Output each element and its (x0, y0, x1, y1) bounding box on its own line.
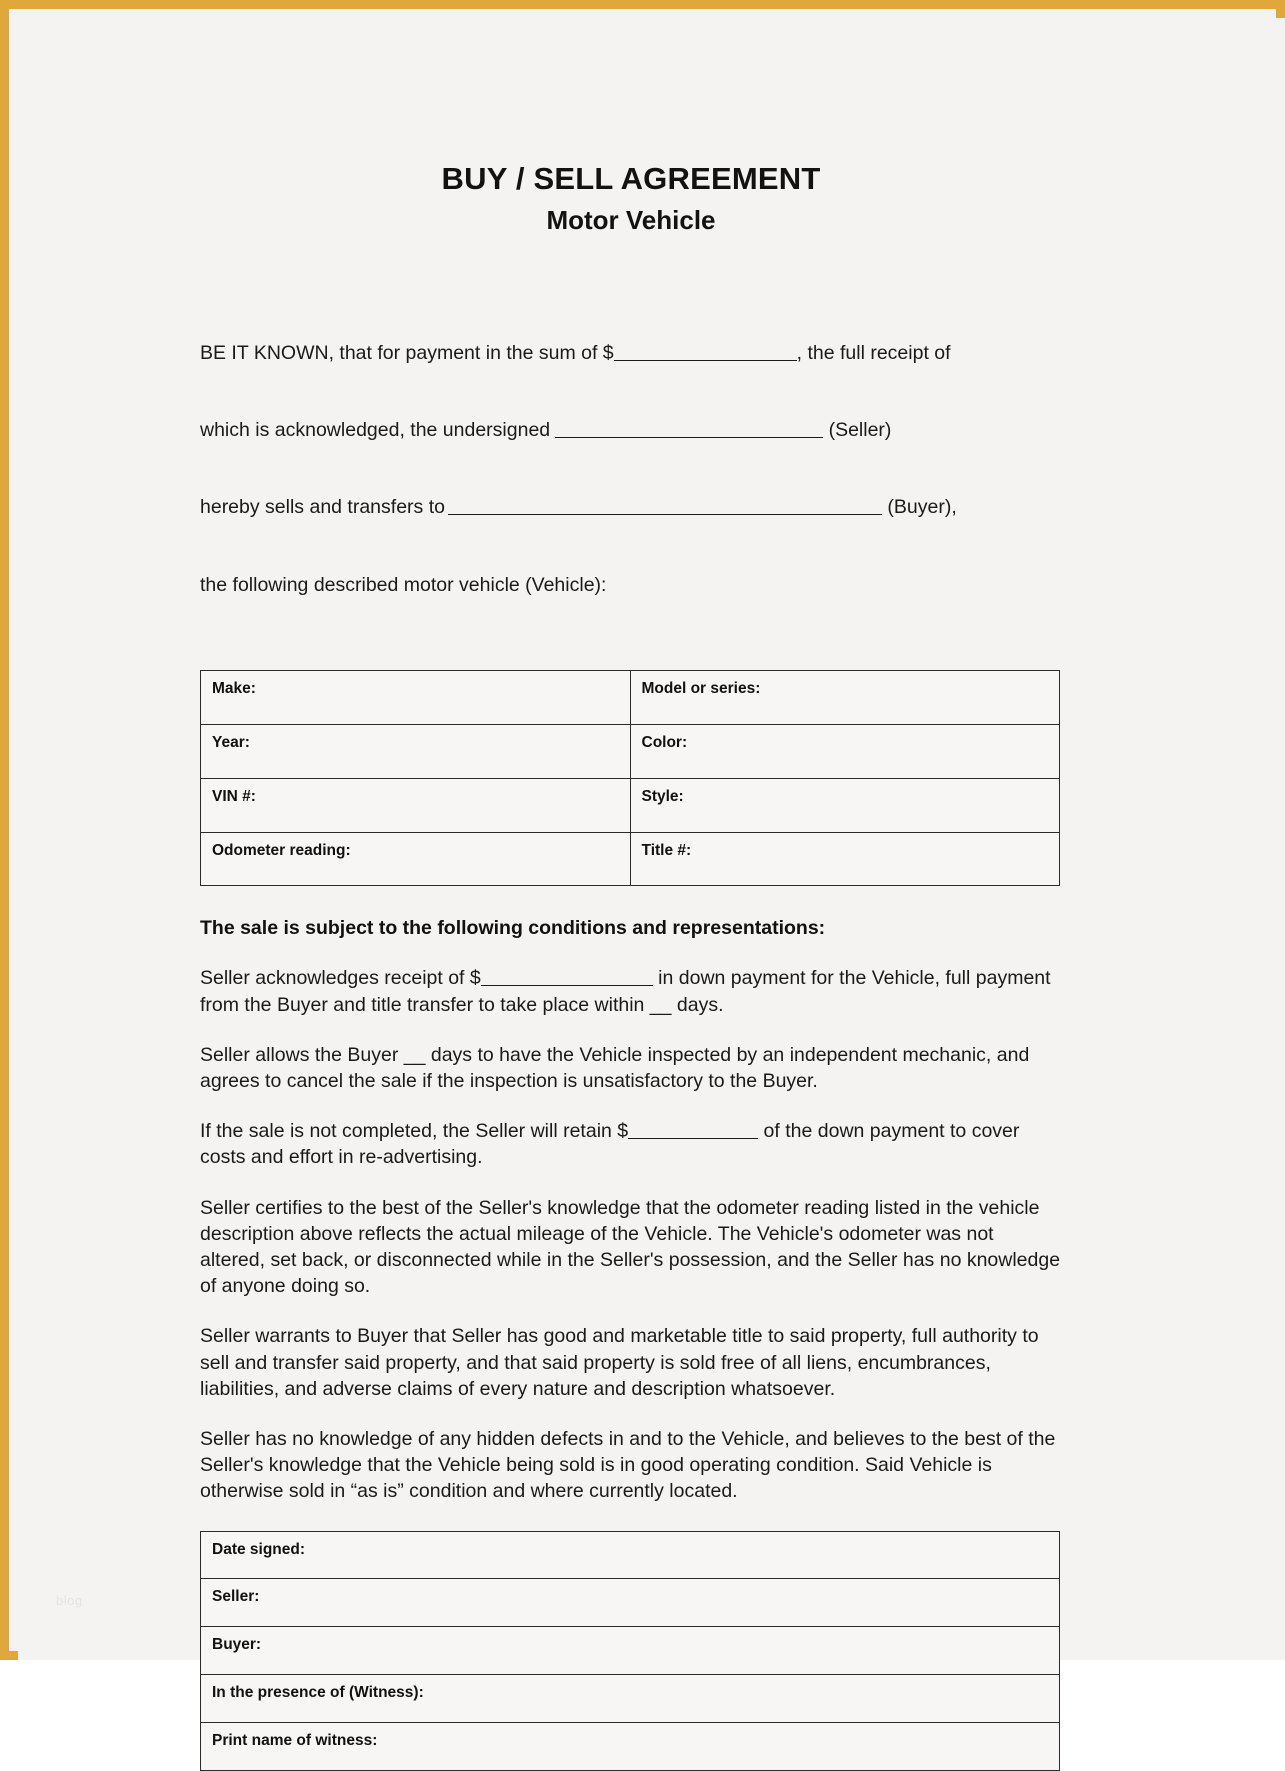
table-row (201, 724, 1060, 778)
page-title: BUY / SELL AGREEMENT (441, 161, 821, 196)
document-body (200, 18, 1062, 1771)
field-label-title-number[interactable]: Title #: (630, 832, 1060, 886)
seller-blank-field[interactable] (555, 420, 823, 438)
intro-line-2-text-b: (Seller) (828, 418, 892, 441)
conditions-heading: The sale is subject to the following conditions and representations: (200, 917, 826, 940)
condition-paragraph-warranty: Seller warrants to Buyer that Seller has good and marketable title to said property, full authority to sell and transfer said property, and that said property is sold free of all liens, encumbrances, liabilities, and adverse claims of every nature and description whatsoever. (200, 1325, 1039, 1400)
table-row (201, 778, 1060, 832)
page-subtitle: Motor Vehicle (546, 205, 716, 235)
vehicle-details-table (200, 670, 1060, 886)
condition-paragraph-inspection: Seller allows the Buyer __ days to have the Vehicle inspected by an independent mechanic, and agrees to cancel the sale if the inspection is unsatisfactory to the Buyer. (200, 1043, 1030, 1093)
condition-paragraph-retain (200, 1094, 1062, 1170)
field-label-model[interactable]: Model or series: (630, 671, 1060, 725)
buyer-blank-field[interactable] (448, 497, 882, 515)
retain-blank-field[interactable] (628, 1121, 758, 1139)
retain-text-b: of the down payment to cover costs and effort in re-advertising. (200, 1120, 1020, 1169)
table-row (201, 671, 1060, 725)
intro-line-1-text-b: , the full receipt of (796, 341, 951, 364)
intro-line-2 (200, 418, 1062, 444)
table-row (201, 1627, 1060, 1675)
intro-line-3 (200, 495, 1062, 521)
intro-line-3-text-b: (Buyer), (887, 496, 957, 519)
signature-table-container (200, 1505, 1062, 1771)
down-payment-text-b: in down payment for the Vehicle, full payment from the Buyer and title transfer to take place within __ days. (200, 967, 1051, 1016)
intro-line-1 (200, 341, 1062, 367)
intro-line-4: the following described motor vehicle (Vehicle): (200, 573, 607, 596)
field-label-date-signed[interactable]: Date signed: (201, 1531, 1060, 1579)
down-payment-blank-field[interactable] (481, 968, 653, 986)
field-label-witness[interactable]: In the presence of (Witness): (201, 1675, 1060, 1723)
condition-paragraph-odometer: Seller certifies to the best of the Seller's knowledge that the odometer reading listed in the vehicle description above reflects the actual mileage of the Vehicle. The Vehicle's odometer was not altered, set back, or disconnected while in the Seller's possession, and the Seller has no knowledge of anyone doing so. (200, 1196, 1061, 1298)
field-label-buyer-signature[interactable]: Buyer: (201, 1627, 1060, 1675)
table-row (201, 832, 1060, 886)
watermark-text: blog (56, 1593, 83, 1608)
field-label-seller-signature[interactable]: Seller: (201, 1579, 1060, 1627)
retain-text-a: If the sale is not completed, the Seller will retain $ (200, 1120, 629, 1143)
condition-paragraph-defects: Seller has no knowledge of any hidden defects in and to the Vehicle, and believes to the best of the Seller's knowledge that the Vehicle being sold is in good operating condition. Said Vehicle is otherwise sold in “as is” condition and where currently located. (200, 1428, 1056, 1503)
document-sheet (18, 18, 1285, 1749)
table-row (201, 1531, 1060, 1579)
field-label-color[interactable]: Color: (630, 724, 1060, 778)
signature-table (200, 1531, 1060, 1771)
field-label-year[interactable]: Year: (201, 724, 631, 778)
sum-blank-field[interactable] (614, 343, 797, 361)
intro-paragraph (200, 233, 1062, 650)
down-payment-text-a: Seller acknowledges receipt of $ (200, 967, 481, 990)
table-row (201, 1722, 1060, 1770)
vehicle-table-container (200, 650, 1062, 886)
condition-paragraph-down-payment (200, 941, 1062, 1017)
table-row (201, 1579, 1060, 1627)
table-row (201, 1675, 1060, 1723)
field-label-vin[interactable]: VIN #: (201, 778, 631, 832)
intro-line-1-text-a: BE IT KNOWN, that for payment in the sum of $ (200, 341, 614, 364)
field-label-odometer[interactable]: Odometer reading: (201, 832, 631, 886)
field-label-style[interactable]: Style: (630, 778, 1060, 832)
field-label-witness-print-name[interactable]: Print name of witness: (201, 1722, 1060, 1770)
intro-line-2-text-a: which is acknowledged, the undersigned (200, 418, 551, 441)
intro-line-3-text-a: hereby sells and transfers to (200, 496, 445, 519)
field-label-make[interactable]: Make: (201, 671, 631, 725)
